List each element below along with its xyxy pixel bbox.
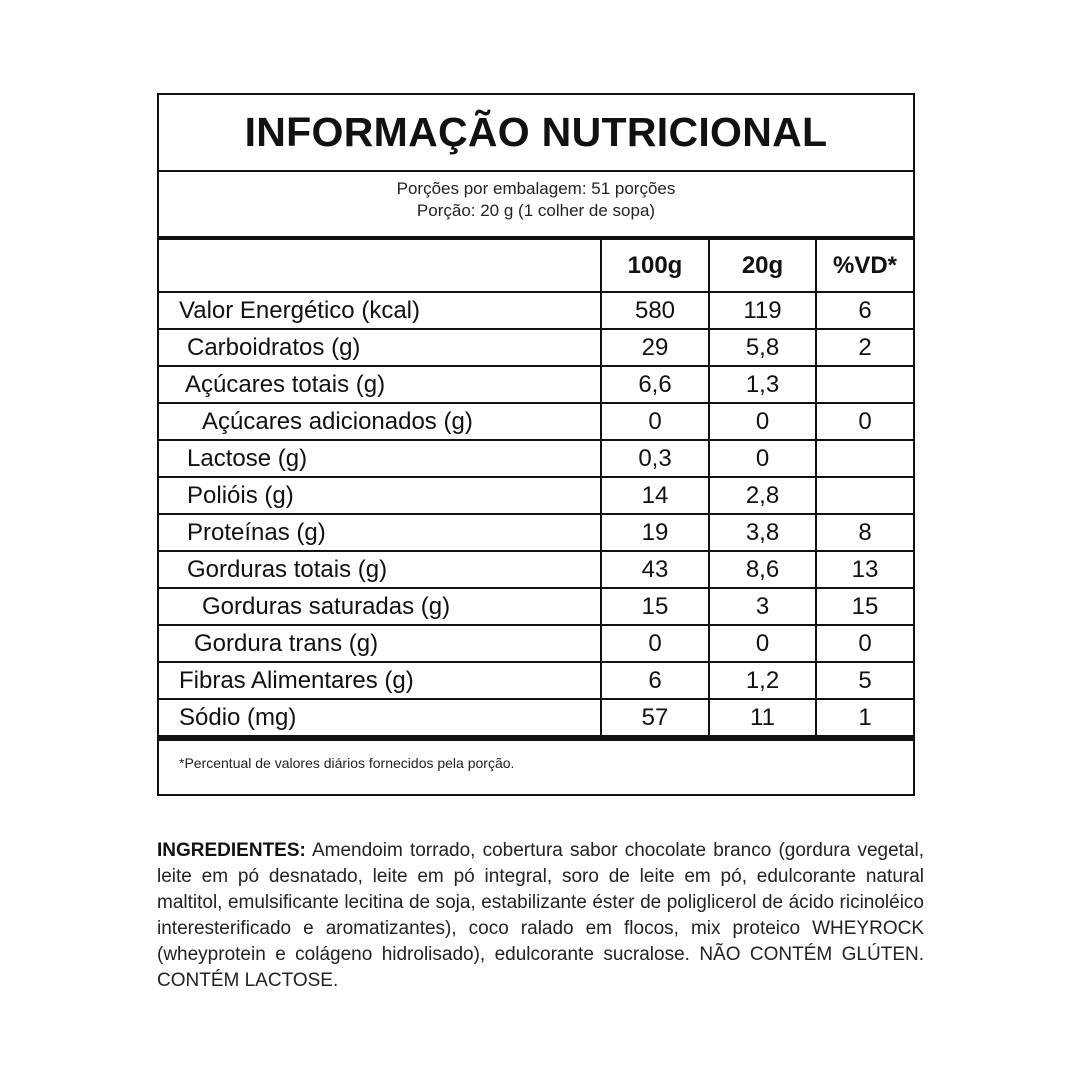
- nutrient-name: Gorduras saturadas (g): [159, 588, 601, 625]
- nutrition-facts-panel: [157, 93, 915, 796]
- table-row: [159, 329, 913, 366]
- value-serving: 8,6: [709, 551, 816, 588]
- nutrient-name: Gordura trans (g): [159, 625, 601, 662]
- value-100g: 57: [601, 699, 709, 738]
- nutrient-name: Lactose (g): [159, 440, 601, 477]
- column-header-nutrient: [159, 240, 601, 292]
- value-serving: 1,3: [709, 366, 816, 403]
- ingredients-block: [157, 838, 924, 994]
- value-dv: 1: [816, 699, 913, 738]
- value-100g: 0: [601, 625, 709, 662]
- table-row: [159, 440, 913, 477]
- nutrient-name: Proteínas (g): [159, 514, 601, 551]
- table-row: [159, 292, 913, 329]
- value-100g: 14: [601, 477, 709, 514]
- value-100g: 0: [601, 403, 709, 440]
- nutrition-title: INFORMAÇÃO NUTRICIONAL: [159, 95, 913, 172]
- value-serving: 0: [709, 440, 816, 477]
- table-row: [159, 403, 913, 440]
- value-serving: 3: [709, 588, 816, 625]
- value-dv: 13: [816, 551, 913, 588]
- value-dv: 15: [816, 588, 913, 625]
- value-dv: 2: [816, 329, 913, 366]
- value-100g: 6,6: [601, 366, 709, 403]
- table-row: [159, 366, 913, 403]
- nutrient-name: Gorduras totais (g): [159, 551, 601, 588]
- value-dv: 5: [816, 662, 913, 699]
- table-header-row: [159, 240, 913, 292]
- value-dv: [816, 477, 913, 514]
- dv-footnote: *Percentual de valores diários fornecidos pela porção.: [179, 755, 515, 771]
- table-row: [159, 662, 913, 699]
- servings-per-package: Porções por embalagem: 51 porções: [396, 179, 676, 198]
- table-row: [159, 551, 913, 588]
- table-row: [159, 625, 913, 662]
- serving-size: Porção: 20 g (1 colher de sopa): [416, 201, 656, 220]
- value-dv: [816, 366, 913, 403]
- ingredients-heading: INGREDIENTES:: [157, 840, 306, 861]
- value-100g: 43: [601, 551, 709, 588]
- value-100g: 6: [601, 662, 709, 699]
- column-header-dv: %VD*: [816, 240, 913, 292]
- value-serving: 0: [709, 625, 816, 662]
- value-serving: 3,8: [709, 514, 816, 551]
- nutrient-name: Açúcares totais (g): [159, 366, 601, 403]
- serving-info: [159, 172, 913, 240]
- value-serving: 5,8: [709, 329, 816, 366]
- value-100g: 29: [601, 329, 709, 366]
- value-serving: 2,8: [709, 477, 816, 514]
- table-row: [159, 477, 913, 514]
- value-serving: 0: [709, 403, 816, 440]
- table-row: [159, 699, 913, 738]
- table-row: [159, 514, 913, 551]
- nutrient-name: Valor Energético (kcal): [159, 292, 601, 329]
- value-dv: [816, 440, 913, 477]
- value-100g: 0,3: [601, 440, 709, 477]
- nutrition-table: [159, 240, 913, 741]
- nutrient-name: Polióis (g): [159, 477, 601, 514]
- value-dv: 0: [816, 403, 913, 440]
- value-serving: 1,2: [709, 662, 816, 699]
- table-row: [159, 588, 913, 625]
- column-header-100g: 100g: [601, 240, 709, 292]
- value-100g: 15: [601, 588, 709, 625]
- value-100g: 19: [601, 514, 709, 551]
- value-100g: 580: [601, 292, 709, 329]
- ingredients-text: Amendoim torrado, cobertura sabor chocolate branco (gordura vegetal, leite em pó desnatado, leite em pó integral, soro de leite em pó, edulcorante natural maltitol, emulsificante lecitina de soja, estabilizante éster de poliglicerol de ácido ricinoléico interesterificado e aromatizantes), coco ralado em flocos, mix proteico WHEYROCK (wheyprotein e colágeno hidrolisado), edulcorante sucralose. NÃO CONTÉM GLÚTEN. CONTÉM LACTOSE.: [157, 840, 924, 991]
- nutrient-name: Sódio (mg): [159, 699, 601, 738]
- nutrient-name: Fibras Alimentares (g): [159, 662, 601, 699]
- value-dv: 0: [816, 625, 913, 662]
- value-dv: 8: [816, 514, 913, 551]
- nutrient-name: Carboidratos (g): [159, 329, 601, 366]
- nutrient-name: Açúcares adicionados (g): [159, 403, 601, 440]
- value-serving: 119: [709, 292, 816, 329]
- value-dv: 6: [816, 292, 913, 329]
- column-header-serving: 20g: [709, 240, 816, 292]
- value-serving: 11: [709, 699, 816, 738]
